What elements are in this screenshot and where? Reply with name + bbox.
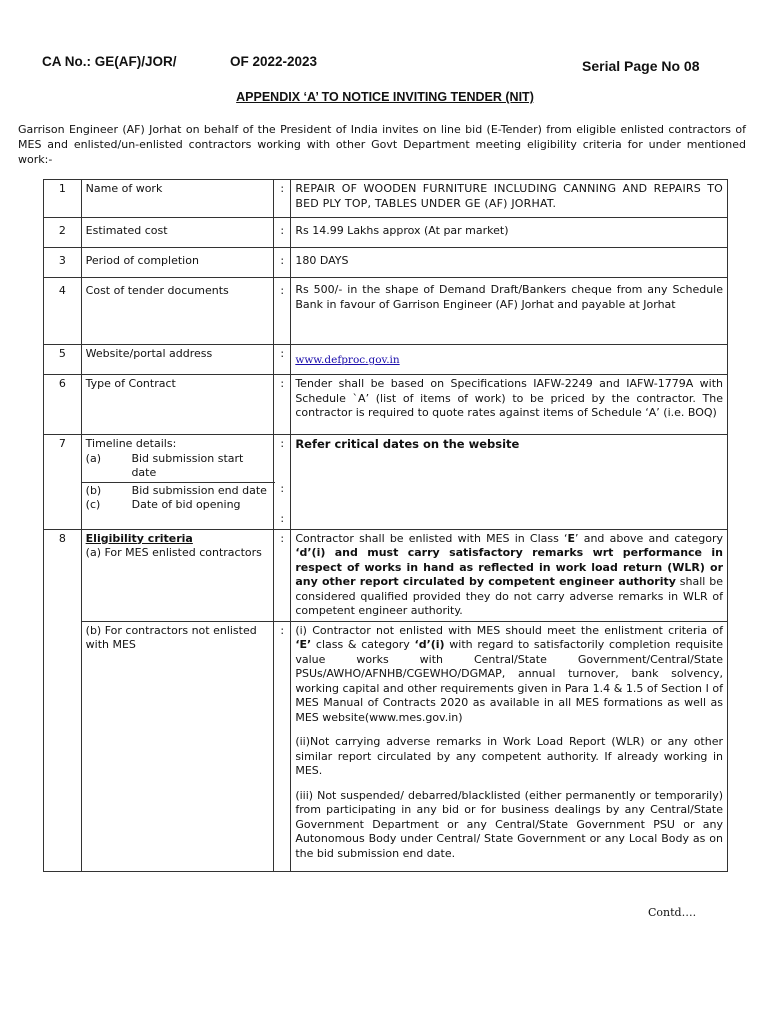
timeline-item bbox=[86, 498, 271, 513]
colon: : bbox=[274, 278, 291, 345]
mes-enlisted-label: (a) For MES enlisted contractors bbox=[85, 546, 262, 559]
timeline-item bbox=[86, 452, 271, 481]
timeline-text: Bid submission end date bbox=[131, 483, 267, 497]
serial-number: 7 bbox=[44, 435, 82, 530]
colon: : bbox=[274, 248, 291, 278]
serial-number: 6 bbox=[44, 375, 82, 435]
serial-number: 5 bbox=[44, 345, 82, 375]
table-row bbox=[44, 180, 728, 218]
timeline-tag: (b) bbox=[85, 483, 102, 497]
eligibility-heading: Eligibility criteria bbox=[85, 531, 193, 545]
colon: : bbox=[280, 512, 285, 525]
colon: : bbox=[274, 180, 291, 218]
colon: : bbox=[274, 529, 291, 621]
serial-page-number: Serial Page No 08 bbox=[582, 58, 700, 74]
timeline-tag: (a) bbox=[85, 451, 101, 465]
serial-number: 2 bbox=[44, 218, 82, 248]
row-label: Period of completion bbox=[81, 248, 273, 278]
row-label: Name of work bbox=[81, 180, 273, 218]
non-mes-label: (b) For contractors not enlisted with MES bbox=[81, 621, 273, 871]
nit-table bbox=[43, 179, 728, 872]
type-of-contract-value: Tender shall be based on Specifications IAFW-2249 and IAFW-1779A with Schedule `A’ (list of items of work) to be priced by the contractor. The contractor is required to quote rates against items of Schedule ‘A’ (i.e. BOQ) bbox=[291, 375, 728, 435]
serial-number: 1 bbox=[44, 180, 82, 218]
table-row bbox=[44, 435, 728, 530]
colon: : bbox=[280, 482, 285, 495]
table-row bbox=[44, 621, 728, 871]
period-of-completion-value: 180 DAYS bbox=[291, 248, 728, 278]
table-row bbox=[44, 345, 728, 375]
estimated-cost-value: Rs 14.99 Lakhs approx (At par market) bbox=[291, 218, 728, 248]
timeline-heading: Timeline details: bbox=[85, 437, 177, 450]
row-label: Type of Contract bbox=[81, 375, 273, 435]
serial-number: 8 bbox=[44, 529, 82, 871]
timeline-text: Bid submission start date bbox=[131, 451, 244, 479]
ca-number: CA No.: GE(AF)/JOR/ bbox=[42, 54, 177, 69]
timeline-tag: (c) bbox=[85, 498, 101, 511]
tender-document-cost-value: Rs 500/- in the shape of Demand Draft/Bankers cheque from any Schedule Bank in favour of Garrison Engineer (AF) Jorhat and payable at Jorhat bbox=[291, 278, 728, 345]
row-label: Estimated cost bbox=[81, 218, 273, 248]
colon: : bbox=[274, 375, 291, 435]
timeline-text: Date of bid opening bbox=[131, 498, 241, 511]
page-title: APPENDIX ‘A’ TO NOTICE INVITING TENDER (NIT) bbox=[236, 90, 534, 104]
colon: : bbox=[274, 345, 291, 375]
name-of-work-value: REPAIR OF WOODEN FURNITURE INCLUDING CANNING AND REPAIRS TO BED PLY TOP, TABLES UNDER GE (AF) JORHAT. bbox=[291, 180, 728, 218]
table-row bbox=[44, 218, 728, 248]
continued-marker: Contd…. bbox=[648, 906, 697, 919]
non-mes-criteria bbox=[291, 621, 728, 871]
website-link[interactable]: www.defproc.gov.in bbox=[295, 354, 400, 366]
criteria-paragraph: (ii)Not carrying adverse remarks in Work Load Report (WLR) or any other similar report circulated by any competent authority. If already working in MES. bbox=[295, 735, 723, 777]
contract-year: OF 2022-2023 bbox=[230, 54, 318, 69]
intro-paragraph: Garrison Engineer (AF) Jorhat on behalf of the President of India invites on line bid (E-Tender) from eligible enlisted contractors of MES and enlisted/un-enlisted contractors working with other Govt Department meeting eligibility criteria for under mentioned work:- bbox=[18, 123, 746, 166]
serial-number: 3 bbox=[44, 248, 82, 278]
critical-dates-note: Refer critical dates on the website bbox=[291, 435, 728, 530]
colon: : bbox=[280, 437, 285, 450]
timeline-item bbox=[86, 484, 271, 499]
row-label: Cost of tender documents bbox=[81, 278, 273, 345]
mes-enlisted-criteria: Contractor shall be enlisted with MES in Class ‘E’ and above and category ‘d’(i) and must carry satisfactory remarks wrt performance in respect of works in hand as reflected in work load return (WLR) or any other report circulated by competent engineer authority shall be considered qualified provided they do not carry adverse remarks in WLR of competent engineer authority. bbox=[291, 529, 728, 621]
serial-number: 4 bbox=[44, 278, 82, 345]
criteria-paragraph: (i) Contractor not enlisted with MES should meet the enlistment criteria of ‘E’ class & category ‘d’(i) with regard to satisfactorily completion requisite value works with Central/State Government/Central/State PSUs/AWHO/AFNHB/CGEWHO/DGMAP, annual turnover, bank solvency, working capital and other requirements given in Para 1.4 & 1.5 of Section I of MES Manual of Contracts 2020 as available in all MES formations as well as MES website(www.mes.gov.in) bbox=[295, 623, 724, 724]
colon: : bbox=[274, 218, 291, 248]
table-row bbox=[44, 375, 728, 435]
criteria-paragraph: (iii) Not suspended/ debarred/blacklisted (either permanently or temporarily) from participating in any bid or for business dealings by any Central/State Government Department or any Central/State Government PSU or any Autonomous Body under Central/ State Government or any Local Body as on the bid submission end date. bbox=[295, 788, 723, 860]
row-label: Website/portal address bbox=[81, 345, 273, 375]
table-row bbox=[44, 248, 728, 278]
table-row bbox=[44, 278, 728, 345]
colon: : bbox=[274, 621, 291, 871]
table-row bbox=[44, 529, 728, 621]
